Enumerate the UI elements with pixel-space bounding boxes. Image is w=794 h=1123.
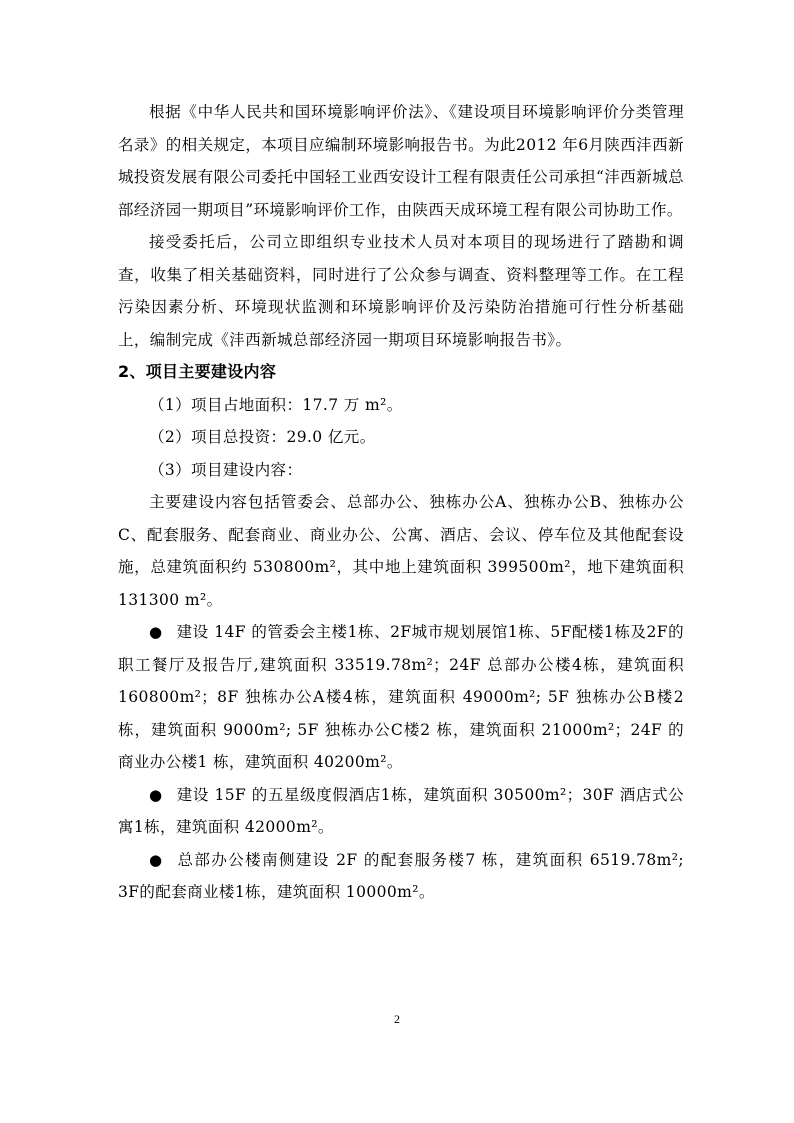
paragraph-work-process: 接受委托后，公司立即组织专业技术人员对本项目的现场进行了踏勘和调查，收集了相关基础资料，同时进行了公众参与调查、资料整理等工作。在工程污染因素分析、环境现状监测和环境影响评价及污染防治措施可行性分析基础上，编制完成《沣西新城总部经济园一期项目环境影响报告书》。: [118, 233, 684, 349]
document-page: [118, 96, 684, 909]
paragraph-eia-basis: 根据《中华人民共和国环境影响评价法》、《建设项目环境影响评价分类管理名录》的相关规定，本项目应编制环境影响报告书。为此2012 年6月陕西沣西新城投资发展有限公司委托中国轻工业西安设计工程有限责任公司承担“沣西新城总部经济园一期项目”环境影响评价工作，由陕西天成环境工程有限公司协助工作。: [118, 103, 684, 219]
bullet-item: [118, 616, 684, 779]
bullet-text: 建设 14F 的管委会主楼1栋、2F城市规划展馆1栋、5F配楼1栋及2F的职工餐厅及报告厅,建筑面积 33519.78m²；24F 总部办公楼4栋，建筑面积 160800m²；8F 独栋办公A楼4栋，建筑面积 49000m²; 5F 独栋办公B楼2栋，建筑面积 9000m²; 5F 独栋办公C楼2 栋，建筑面积 21000m²；24F 的商业办公楼1 栋，建筑面积 40200m²。: [118, 623, 684, 771]
bullet-item: [118, 779, 684, 844]
item-land-area: （1）项目占地面积：17.7 万 m²。: [149, 395, 403, 414]
section-heading: 2、项目主要建设内容: [118, 362, 277, 381]
item-total-investment: （2）项目总投资：29.0 亿元。: [149, 428, 376, 446]
bullet-text: 建设 15F 的五星级度假酒店1栋，建筑面积 30500m²；30F 酒店式公寓1栋，建筑面积 42000m²。: [118, 785, 684, 836]
paragraph-construction-details: 主要建设内容包括管委会、总部办公、独栋办公A、独栋办公B、独栋办公C、配套服务、配套商业、商业办公、公寓、酒店、会议、停车位及其他配套设施，总建筑面积约 530800m²，其中地上建筑面积 399500m²，地下建筑面积 131300 m²。: [118, 493, 684, 609]
item-construction-content: （3）项目建设内容：: [149, 460, 303, 479]
bullet-icon: ●: [149, 623, 163, 641]
bullet-text: 总部办公楼南侧建设 2F 的配套服务楼7 栋，建筑面积 6519.78m²; 3F的配套商业楼1栋，建筑面积 10000m²。: [118, 850, 684, 901]
bullet-item: [118, 844, 684, 909]
bullet-icon: ●: [149, 785, 163, 804]
page-number: 2: [394, 1012, 400, 1026]
bullet-icon: ●: [149, 850, 163, 869]
